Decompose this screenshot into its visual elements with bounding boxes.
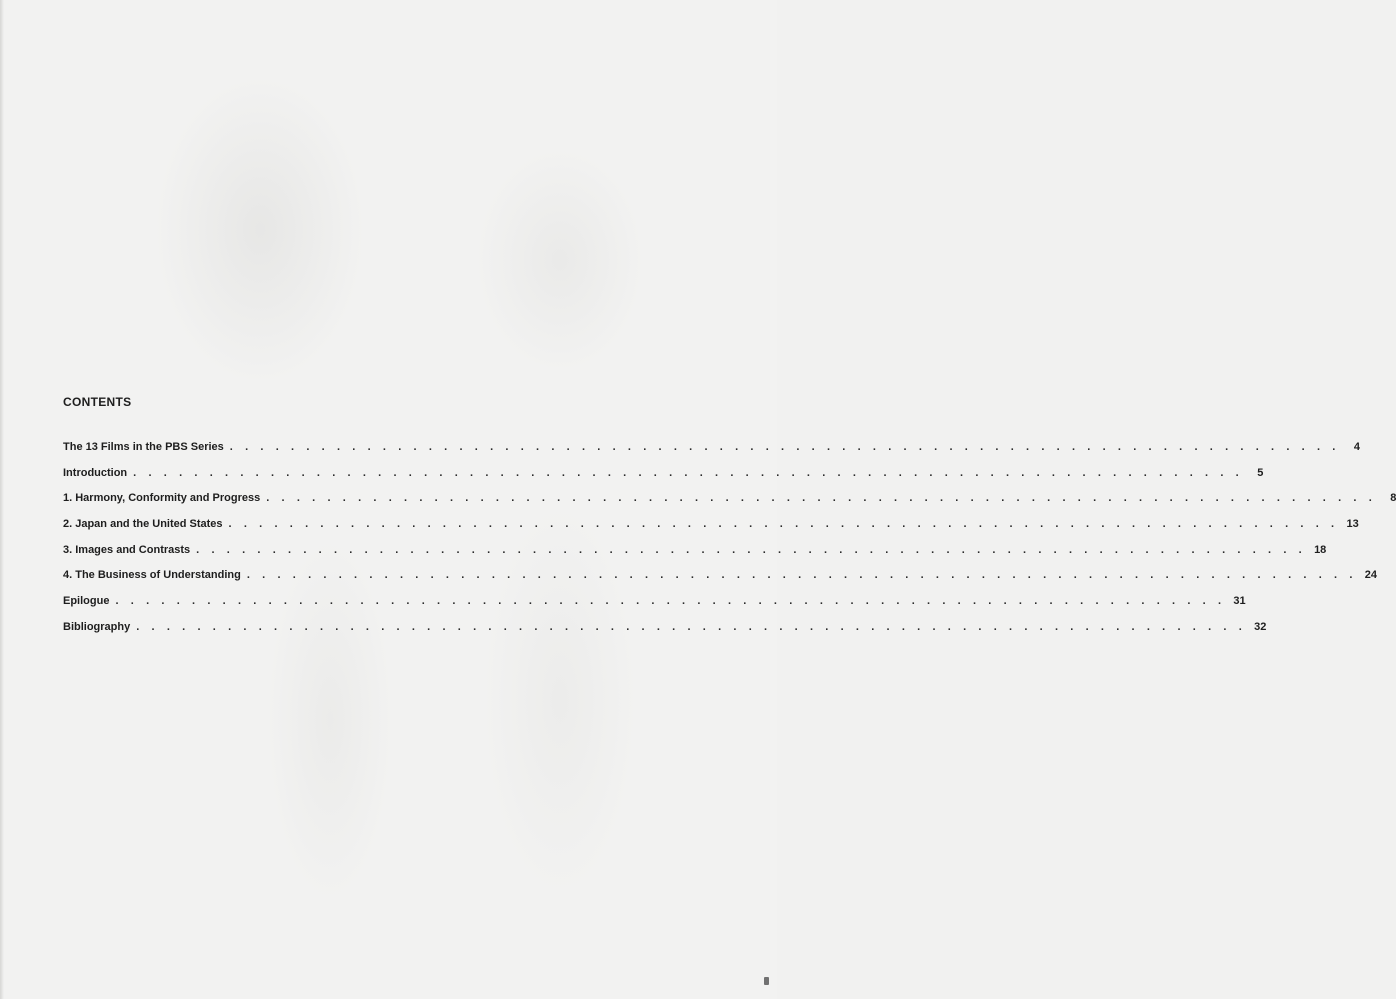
toc-dot-leader: . . . . . . . . . . . . . . . . . . . . . . . . . . . . . . . . . . . . . . . . . . . . . . . . . . . . . . . . . . . . . . . . . . . . . . . . . — [136, 620, 1247, 633]
toc-entry-bibliography — [63, 620, 1267, 647]
toc-dot-leader: . . . . . . . . . . . . . . . . . . . . . . . . . . . . . . . . . . . . . . . . . . . . . . . . . . . . . . . . . . . . . . . . . . . . . . . . . — [115, 595, 1226, 608]
table-of-contents — [63, 441, 1396, 647]
toc-entry-business — [63, 569, 1378, 595]
toc-page-number: 32 — [1254, 620, 1267, 633]
toc-dot-leader: . . . . . . . . . . . . . . . . . . . . . . . . . . . . . . . . . . . . . . . . . . . . . . . . . . . . . . . . . . . . . . . . . . . . . . . . . — [229, 441, 1340, 453]
toc-entry-japan-us — [63, 518, 1359, 544]
toc-page-number: 5 — [1257, 466, 1264, 479]
toc-dot-leader: . . . . . . . . . . . . . . . . . . . . . . . . . . . . . . . . . . . . . . . . . . . . . . . . . . . . . . . . . . . . . . . . . . . . . . . . . — [133, 466, 1244, 479]
toc-entry-images-contrasts — [63, 543, 1327, 570]
toc-page-number: 8 — [1390, 492, 1396, 505]
toc-entry-harmony — [63, 492, 1396, 518]
toc-entry-title: 3. Images and Contrasts — [63, 543, 191, 556]
toc-dot-leader: . . . . . . . . . . . . . . . . . . . . . . . . . . . . . . . . . . . . . . . . . . . . . . . . . . . . . . . . . . . . . . . . . . . . . . . . . — [196, 543, 1307, 556]
toc-entry-title: 4. The Business of Understanding — [63, 569, 241, 582]
toc-dot-leader: . . . . . . . . . . . . . . . . . . . . . . . . . . . . . . . . . . . . . . . . . . . . . . . . . . . . . . . . . . . . . . . . . . . . . . . . . — [246, 569, 1358, 582]
toc-entry-title: 1. Harmony, Conformity and Progress — [63, 492, 261, 505]
toc-entry-title: Epilogue — [63, 595, 110, 608]
toc-page-number: 13 — [1346, 518, 1359, 531]
toc-entry-introduction — [63, 466, 1264, 493]
toc-entry-title: Bibliography — [63, 620, 131, 633]
binding-edge — [0, 0, 4, 999]
toc-page-number: 18 — [1314, 543, 1327, 556]
toc-dot-leader: . . . . . . . . . . . . . . . . . . . . . . . . . . . . . . . . . . . . . . . . . . . . . . . . . . . . . . . . . . . . . . . . . . . . . . . . . — [228, 518, 1339, 531]
toc-entry-title: The 13 Films in the PBS Series — [63, 441, 224, 453]
contents-heading: CONTENTS — [63, 395, 132, 409]
toc-dot-leader: . . . . . . . . . . . . . . . . . . . . . . . . . . . . . . . . . . . . . . . . . . . . . . . . . . . . . . . . . . . . . . . . . . . . . . . . . — [266, 492, 1377, 505]
toc-entry-title: 2. Japan and the United States — [63, 518, 223, 531]
toc-entry-pbs-films — [63, 441, 1360, 467]
toc-entry-title: Introduction — [63, 466, 128, 479]
page-corner-mark — [764, 977, 769, 985]
toc-page-number: 31 — [1233, 595, 1246, 608]
toc-page-number: 24 — [1364, 569, 1378, 582]
toc-entry-epilogue — [63, 595, 1246, 621]
toc-page-number: 4 — [1353, 441, 1360, 453]
